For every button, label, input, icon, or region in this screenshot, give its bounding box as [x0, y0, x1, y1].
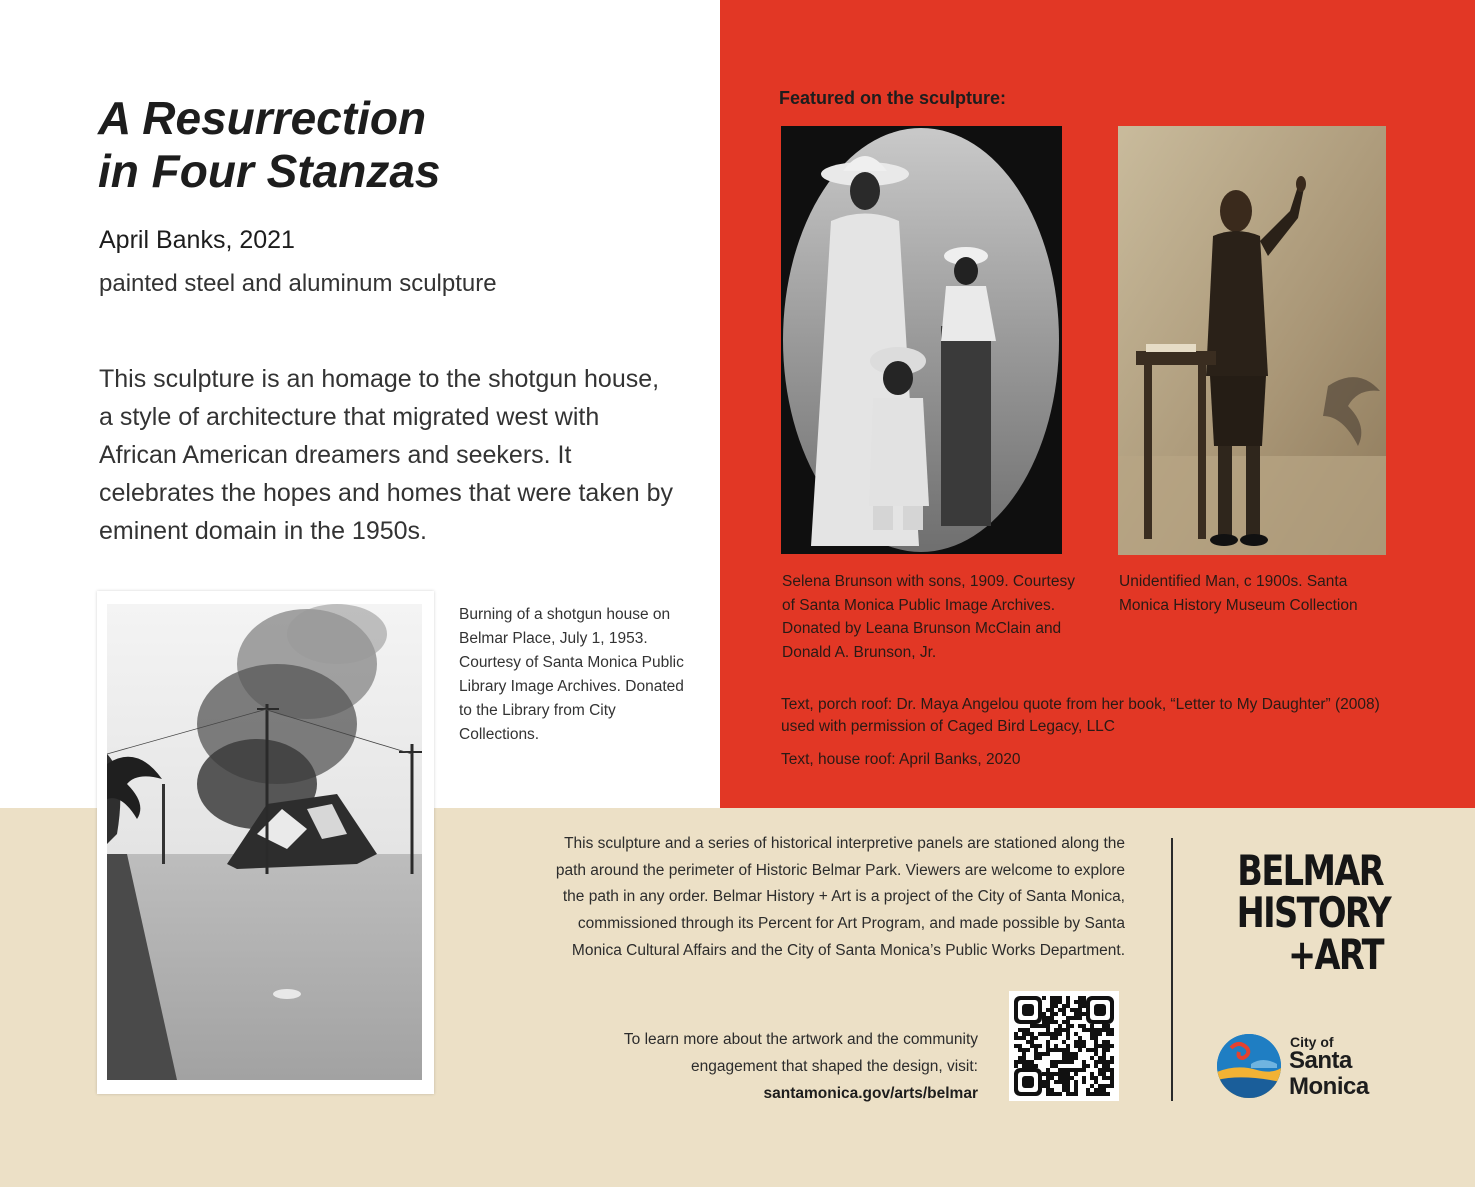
santa-monica-logo-icon: [1217, 1034, 1281, 1098]
belmar-history-art-logo: [1236, 846, 1391, 979]
unidentified-man-caption: Unidentified Man, c 1900s. Santa Monica History Museum Collection: [1119, 573, 1358, 614]
santa-monica-wordmark: [1289, 1048, 1369, 1100]
artist-year: April Banks, 2021: [99, 226, 295, 254]
belmar-url-link[interactable]: santamonica.gov/arts/belmar: [763, 1085, 978, 1102]
artwork-title: [98, 92, 440, 198]
brand-line-3: +ART: [1287, 930, 1383, 979]
brand-line-1: BELMAR: [1237, 846, 1383, 895]
artwork-medium: painted steel and aluminum sculpture: [99, 270, 497, 297]
santa-word: Santa: [1289, 1047, 1352, 1074]
artwork-description: This sculpture is an homage to the shotgun house, a style of architecture that migrated west with African American dreamers and seekers. It celebrates the hopes and homes that were taken by eminent domain in the 1950s.: [99, 365, 673, 545]
brunson-family-photo: [781, 126, 1062, 554]
footer-divider: [1171, 838, 1173, 1101]
project-about-text: This sculpture and a series of historical interpretive panels are stationed along the path around the perimeter of Historic Belmar Park. Viewers are welcome to explore the path in any order. Belmar History + Art is a project of the City of Santa Monica, commissioned through its Percent for Art Program, and made possible by Santa Monica Cultural Affairs and the City of Santa Monica’s Public Works Department.: [555, 835, 1125, 959]
house-roof-credit: Text, house roof: April Banks, 2020: [781, 751, 1021, 768]
city-of-label: City of: [1290, 1034, 1334, 1050]
brand-line-2: HISTORY: [1236, 888, 1391, 937]
qr-code-icon[interactable]: [1009, 991, 1119, 1101]
title-line-1: A Resurrection: [98, 92, 427, 144]
learn-more-text: [600, 1026, 978, 1107]
featured-heading: Featured on the sculpture:: [779, 88, 1007, 108]
learn-more-label: To learn more about the artwork and the community engagement that shaped the design, visit:: [623, 1031, 978, 1075]
burning-house-photo: [97, 591, 434, 1094]
burning-house-image: [107, 604, 422, 1080]
unidentified-man-photo: [1118, 126, 1386, 555]
monica-word: Monica: [1289, 1073, 1369, 1100]
porch-roof-credit: Text, porch roof: Dr. Maya Angelou quote from her book, “Letter to My Daughter” (2008) used with permission of Caged Bird Legacy, LLC: [781, 696, 1380, 735]
burning-house-caption: Burning of a shotgun house on Belmar Place, July 1, 1953. Courtesy of Santa Monica Public Library Image Archives. Donated to the Library from City Collections.: [459, 606, 684, 743]
title-line-2: in Four Stanzas: [98, 145, 441, 197]
brunson-photo-caption: Selena Brunson with sons, 1909. Courtesy of Santa Monica Public Image Archives. Donated by Leana Brunson McClain and Donald A. Brunson, Jr.: [782, 573, 1075, 661]
